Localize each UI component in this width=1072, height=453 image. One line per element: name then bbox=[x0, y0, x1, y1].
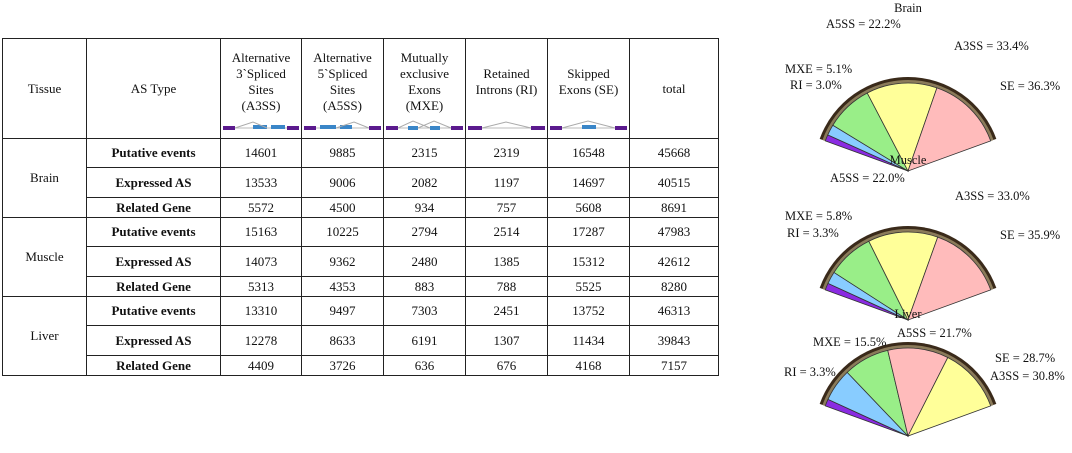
value-cell: 8280 bbox=[630, 277, 719, 297]
pie-label-ri: RI = 3.0% bbox=[790, 78, 842, 92]
value-cell: 11434 bbox=[548, 326, 630, 356]
pie-label-mxe: MXE = 5.1% bbox=[785, 62, 853, 76]
value-cell: 2319 bbox=[466, 139, 548, 168]
value-cell: 4500 bbox=[302, 198, 384, 218]
value-cell: 47983 bbox=[630, 218, 719, 247]
value-cell: 757 bbox=[466, 198, 548, 218]
pie-chart-liver bbox=[784, 307, 1065, 436]
value-cell: 2794 bbox=[384, 218, 466, 247]
as-type-cell: Expressed AS bbox=[87, 168, 221, 198]
value-cell: 7157 bbox=[630, 356, 719, 376]
value-cell: 12278 bbox=[221, 326, 302, 356]
value-cell: 3726 bbox=[302, 356, 384, 376]
value-cell: 13752 bbox=[548, 297, 630, 326]
value-cell: 788 bbox=[466, 277, 548, 297]
as-type-cell: Related Gene bbox=[87, 356, 221, 376]
pie-label-se: SE = 28.7% bbox=[995, 351, 1056, 365]
header-total: total bbox=[630, 39, 719, 139]
value-cell: 4168 bbox=[548, 356, 630, 376]
value-cell: 1385 bbox=[466, 247, 548, 277]
header-a3ss: Alternative 3`Spliced Sites (A3SS) bbox=[221, 39, 302, 139]
tissue-cell: Liver bbox=[3, 297, 87, 376]
value-cell: 13533 bbox=[221, 168, 302, 198]
header-tissue: Tissue bbox=[3, 39, 87, 139]
value-cell: 883 bbox=[384, 277, 466, 297]
as-type-cell: Related Gene bbox=[87, 198, 221, 218]
value-cell: 8633 bbox=[302, 326, 384, 356]
value-cell: 14601 bbox=[221, 139, 302, 168]
value-cell: 6191 bbox=[384, 326, 466, 356]
value-cell: 2480 bbox=[384, 247, 466, 277]
value-cell: 7303 bbox=[384, 297, 466, 326]
pie-label-mxe: MXE = 15.5% bbox=[813, 335, 887, 349]
as-type-cell: Expressed AS bbox=[87, 326, 221, 356]
value-cell: 1307 bbox=[466, 326, 548, 356]
value-cell: 9885 bbox=[302, 139, 384, 168]
pie-label-a3ss: A3SS = 33.4% bbox=[954, 39, 1029, 53]
pie-title: Muscle bbox=[889, 153, 927, 167]
value-cell: 2514 bbox=[466, 218, 548, 247]
value-cell: 4409 bbox=[221, 356, 302, 376]
pie-label-ri: RI = 3.3% bbox=[784, 365, 836, 379]
pie-label-se: SE = 36.3% bbox=[1000, 79, 1061, 93]
header-ri: Retained Introns (RI) bbox=[466, 39, 548, 139]
value-cell: 42612 bbox=[630, 247, 719, 277]
value-cell: 2315 bbox=[384, 139, 466, 168]
tissue-cell: Muscle bbox=[3, 218, 87, 297]
value-cell: 40515 bbox=[630, 168, 719, 198]
as-type-cell: Putative events bbox=[87, 297, 221, 326]
value-cell: 17287 bbox=[548, 218, 630, 247]
value-cell: 934 bbox=[384, 198, 466, 218]
pie-label-a3ss: A3SS = 33.0% bbox=[955, 189, 1030, 203]
pie-label-a5ss: A5SS = 22.0% bbox=[830, 171, 905, 185]
value-cell: 5572 bbox=[221, 198, 302, 218]
value-cell: 5313 bbox=[221, 277, 302, 297]
value-cell: 5525 bbox=[548, 277, 630, 297]
pie-title: Liver bbox=[894, 307, 922, 321]
pie-label-a5ss: A5SS = 22.2% bbox=[826, 17, 901, 31]
as-type-cell: Expressed AS bbox=[87, 247, 221, 277]
value-cell: 9006 bbox=[302, 168, 384, 198]
value-cell: 15163 bbox=[221, 218, 302, 247]
value-cell: 14073 bbox=[221, 247, 302, 277]
value-cell: 676 bbox=[466, 356, 548, 376]
pie-label-a5ss: A5SS = 21.7% bbox=[897, 326, 972, 340]
header-se: Skipped Exons (SE) bbox=[548, 39, 630, 139]
pie-label-se: SE = 35.9% bbox=[1000, 228, 1061, 242]
header-a5ss: Alternative 5`Spliced Sites (A5SS) bbox=[302, 39, 384, 139]
value-cell: 9497 bbox=[302, 297, 384, 326]
pie-label-ri: RI = 3.3% bbox=[787, 226, 839, 240]
value-cell: 39843 bbox=[630, 326, 719, 356]
value-cell: 13310 bbox=[221, 297, 302, 326]
value-cell: 5608 bbox=[548, 198, 630, 218]
pie-title: Brain bbox=[894, 1, 922, 15]
as-type-cell: Putative events bbox=[87, 139, 221, 168]
value-cell: 14697 bbox=[548, 168, 630, 198]
value-cell: 4353 bbox=[302, 277, 384, 297]
value-cell: 45668 bbox=[630, 139, 719, 168]
value-cell: 15312 bbox=[548, 247, 630, 277]
value-cell: 16548 bbox=[548, 139, 630, 168]
value-cell: 46313 bbox=[630, 297, 719, 326]
value-cell: 10225 bbox=[302, 218, 384, 247]
pie-label-mxe: MXE = 5.8% bbox=[785, 209, 853, 223]
value-cell: 8691 bbox=[630, 198, 719, 218]
header-mxe: Mutually exclusive Exons (MXE) bbox=[384, 39, 466, 139]
header-as-type: AS Type bbox=[87, 39, 221, 139]
pie-label-a3ss: A3SS = 30.8% bbox=[990, 369, 1065, 383]
value-cell: 636 bbox=[384, 356, 466, 376]
value-cell: 2082 bbox=[384, 168, 466, 198]
as-type-cell: Putative events bbox=[87, 218, 221, 247]
tissue-cell: Brain bbox=[3, 139, 87, 218]
value-cell: 1197 bbox=[466, 168, 548, 198]
value-cell: 9362 bbox=[302, 247, 384, 277]
pie-chart-brain bbox=[785, 1, 1060, 171]
pie-chart-muscle bbox=[785, 153, 1060, 320]
as-type-cell: Related Gene bbox=[87, 277, 221, 297]
value-cell: 2451 bbox=[466, 297, 548, 326]
